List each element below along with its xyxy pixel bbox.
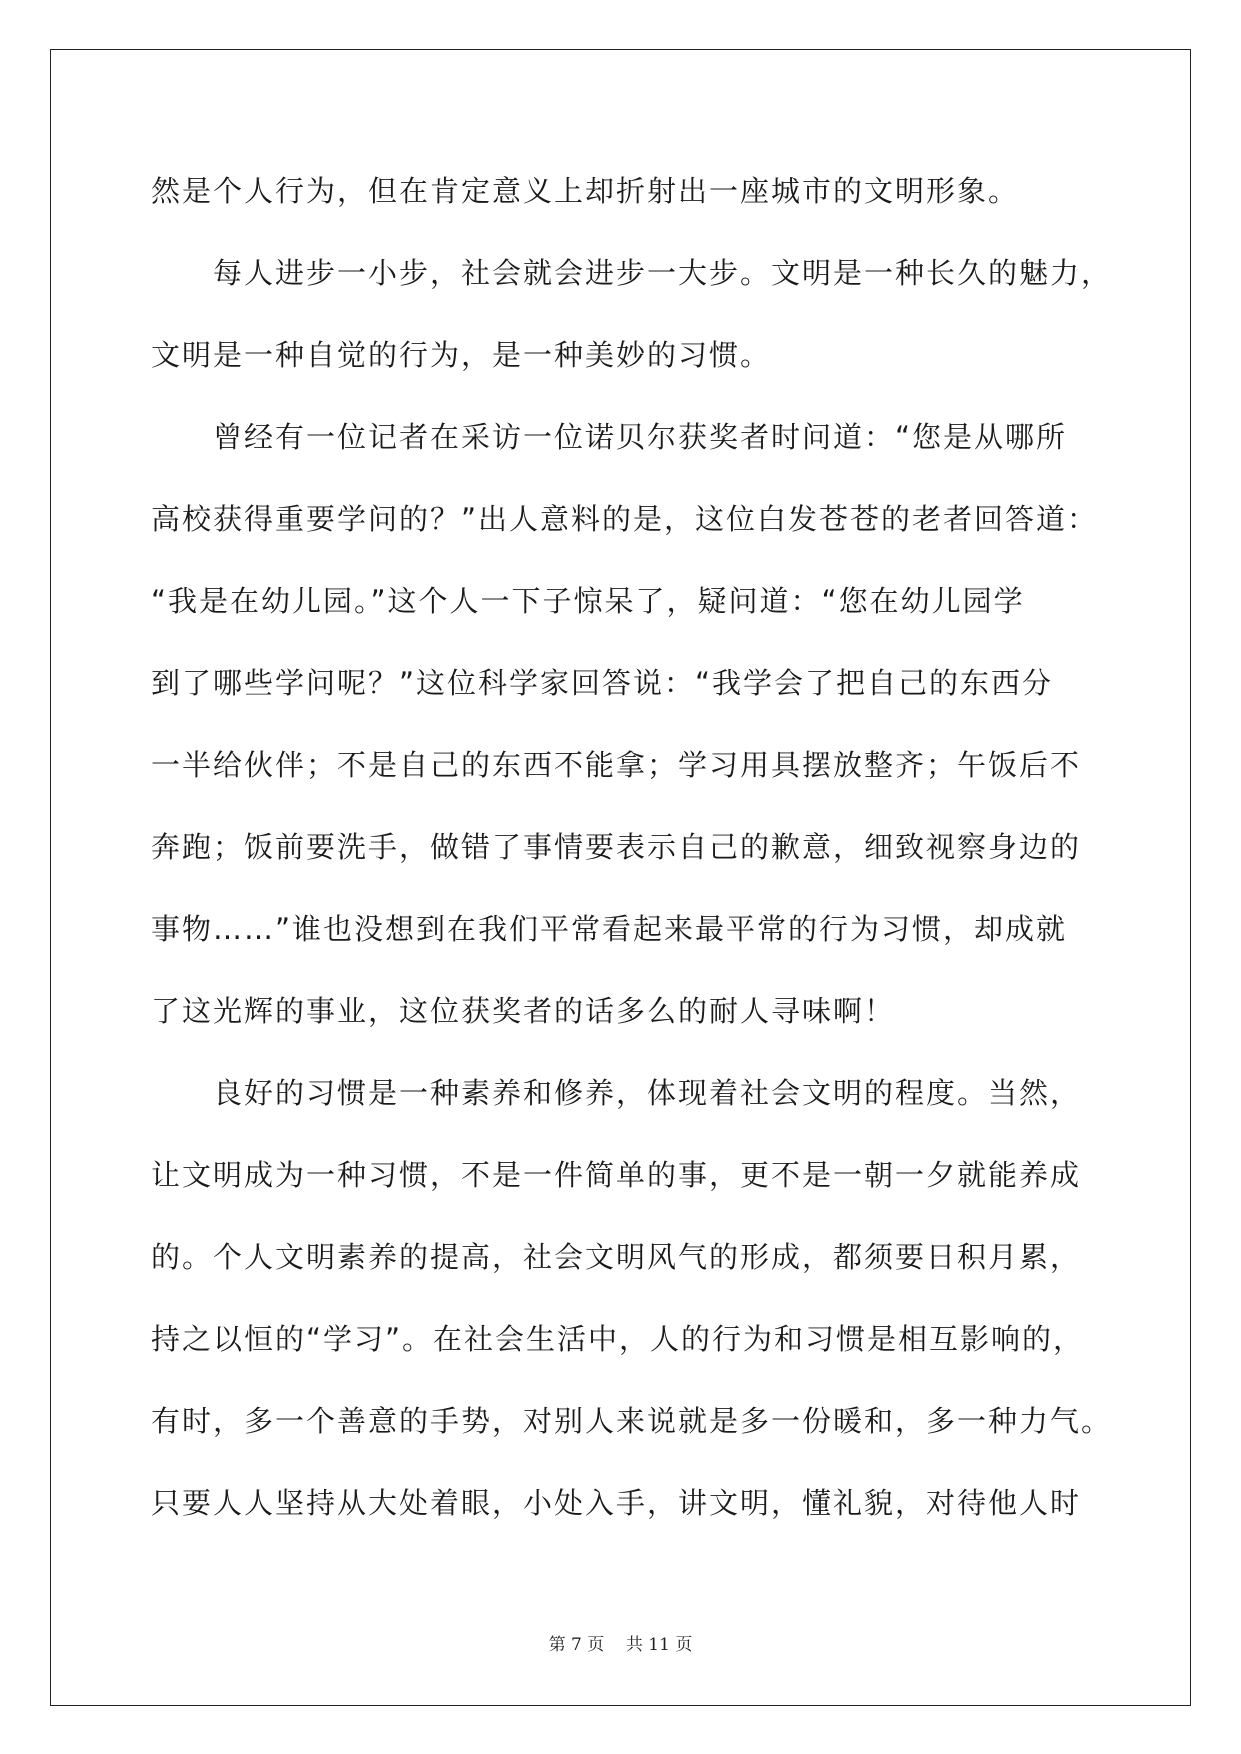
text-line: 文明是一种自觉的行为，是一种美妙的习惯。 — [151, 338, 772, 372]
text-line: 每人进步一小步，社会就会进步一大步。文明是一种长久的魅力， — [213, 256, 1113, 290]
text-line: 了这光辉的事业，这位获奖者的话多么的耐人寻味啊！ — [151, 994, 896, 1028]
text-line: 高校获得重要学问的？”出人意料的是，这位白发苍苍的老者回答道： — [151, 502, 1099, 536]
text-line: 让文明成为一种习惯，不是一件简单的事，更不是一朝一夕就能养成 — [151, 1158, 1082, 1192]
text-line: 曾经有一位记者在采访一位诺贝尔获奖者时问道：“您是从哪所 — [213, 420, 1068, 454]
total-pages: 共 11 页 — [625, 1635, 693, 1655]
text-line: 然是个人行为，但在肯定意义上却折射出一座城市的文明形象。 — [151, 174, 1020, 208]
text-line: 事物……”谁也没想到在我们平常看起来最平常的行为习惯，却成就 — [151, 912, 1068, 946]
text-line: 只要人人坚持从大处着眼，小处入手，讲文明，懂礼貌，对待他人时 — [151, 1486, 1082, 1520]
text-line: 有时，多一个善意的手势，对别人来说就是多一份暖和，多一种力气。 — [151, 1404, 1113, 1438]
text-line: 的。个人文明素养的提高，社会文明风气的形成，都须要日积月累， — [151, 1240, 1082, 1274]
document-body — [151, 158, 1113, 1552]
text-line: 良好的习惯是一种素养和修养，体现着社会文明的程度。当然， — [213, 1076, 1082, 1110]
text-line: 持之以恒的“学习”。在社会生活中，人的行为和习惯是相互影响的， — [151, 1322, 1085, 1356]
page-footer — [0, 1630, 1241, 1655]
text-line: 奔跑；饭前要洗手，做错了事情要表示自己的歉意，细致视察身边的 — [151, 830, 1082, 864]
text-line: 一半给伙伴；不是自己的东西不能拿；学习用具摆放整齐；午饭后不 — [151, 748, 1082, 782]
page-number: 第 7 页 — [548, 1635, 605, 1655]
text-line: 到了哪些学问呢？”这位科学家回答说：“我学会了把自己的东西分 — [151, 666, 1054, 700]
text-line: “我是在幼儿园。”这个人一下子惊呆了，疑问道：“您在幼儿园学 — [151, 584, 1025, 618]
